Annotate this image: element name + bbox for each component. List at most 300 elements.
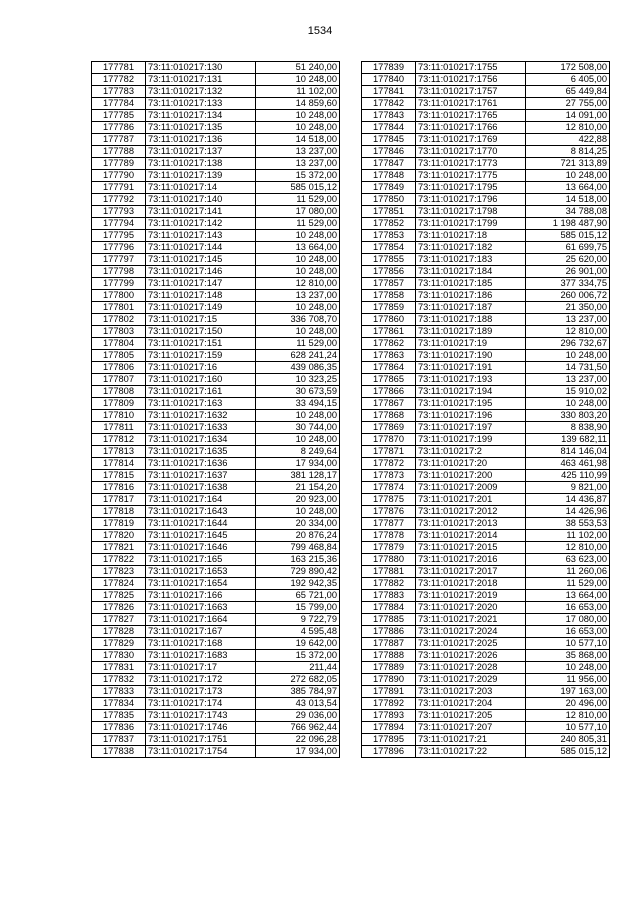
value-cell: 8 814,25 <box>526 146 610 158</box>
row-number-cell: 177821 <box>92 542 146 554</box>
table-row <box>92 662 340 674</box>
cadastral-number-cell: 73:11:010217:20 <box>416 458 526 470</box>
row-number-cell: 177804 <box>92 338 146 350</box>
cadastral-number-cell: 73:11:010217:19 <box>416 338 526 350</box>
value-cell: 26 901,00 <box>526 266 610 278</box>
row-number-cell: 177812 <box>92 434 146 446</box>
row-number-cell: 177856 <box>362 266 416 278</box>
cadastral-number-cell: 73:11:010217:165 <box>146 554 256 566</box>
value-cell: 15 799,00 <box>256 602 340 614</box>
table-row <box>362 518 610 530</box>
table-row <box>92 182 340 194</box>
cadastral-number-cell: 73:11:010217:167 <box>146 626 256 638</box>
row-number-cell: 177841 <box>362 86 416 98</box>
value-cell: 10 248,00 <box>256 110 340 122</box>
table-row <box>362 194 610 206</box>
row-number-cell: 177857 <box>362 278 416 290</box>
value-cell: 10 248,00 <box>256 326 340 338</box>
table-row <box>92 314 340 326</box>
value-cell: 10 248,00 <box>526 662 610 674</box>
value-cell: 260 006,72 <box>526 290 610 302</box>
table-row <box>362 434 610 446</box>
cadastral-number-cell: 73:11:010217:187 <box>416 302 526 314</box>
row-number-cell: 177869 <box>362 422 416 434</box>
cadastral-number-cell: 73:11:010217:1633 <box>146 422 256 434</box>
table-row <box>362 578 610 590</box>
value-cell: 381 128,17 <box>256 470 340 482</box>
table-row <box>362 746 610 758</box>
row-number-cell: 177877 <box>362 518 416 530</box>
row-number-cell: 177849 <box>362 182 416 194</box>
value-cell: 330 803,20 <box>526 410 610 422</box>
value-cell: 34 788,08 <box>526 206 610 218</box>
value-cell: 8 838,90 <box>526 422 610 434</box>
row-number-cell: 177797 <box>92 254 146 266</box>
value-cell: 10 577,10 <box>526 722 610 734</box>
value-cell: 13 237,00 <box>526 314 610 326</box>
value-cell: 33 494,15 <box>256 398 340 410</box>
cadastral-number-cell: 73:11:010217:197 <box>416 422 526 434</box>
value-cell: 16 653,00 <box>526 626 610 638</box>
cadastral-number-cell: 73:11:010217:1751 <box>146 734 256 746</box>
cadastral-number-cell: 73:11:010217:143 <box>146 230 256 242</box>
row-number-cell: 177850 <box>362 194 416 206</box>
row-number-cell: 177814 <box>92 458 146 470</box>
value-cell: 11 102,00 <box>256 86 340 98</box>
table-row <box>362 290 610 302</box>
value-cell: 11 956,00 <box>526 674 610 686</box>
value-cell: 14 091,00 <box>526 110 610 122</box>
value-cell: 197 163,00 <box>526 686 610 698</box>
cadastral-number-cell: 73:11:010217:186 <box>416 290 526 302</box>
value-cell: 163 215,36 <box>256 554 340 566</box>
cadastral-number-cell: 73:11:010217:185 <box>416 278 526 290</box>
row-number-cell: 177874 <box>362 482 416 494</box>
row-number-cell: 177852 <box>362 218 416 230</box>
table-row <box>92 158 340 170</box>
row-number-cell: 177788 <box>92 146 146 158</box>
value-cell: 10 248,00 <box>256 506 340 518</box>
row-number-cell: 177819 <box>92 518 146 530</box>
row-number-cell: 177781 <box>92 62 146 74</box>
table-row <box>362 254 610 266</box>
row-number-cell: 177825 <box>92 590 146 602</box>
table-row <box>92 362 340 374</box>
cadastral-number-cell: 73:11:010217:149 <box>146 302 256 314</box>
row-number-cell: 177830 <box>92 650 146 662</box>
value-cell: 10 248,00 <box>526 398 610 410</box>
row-number-cell: 177838 <box>92 746 146 758</box>
row-number-cell: 177791 <box>92 182 146 194</box>
table-row <box>92 374 340 386</box>
table-row <box>92 614 340 626</box>
value-cell: 13 237,00 <box>256 158 340 170</box>
row-number-cell: 177801 <box>92 302 146 314</box>
cadastral-number-cell: 73:11:010217:139 <box>146 170 256 182</box>
cadastral-number-cell: 73:11:010217:2020 <box>416 602 526 614</box>
cadastral-number-cell: 73:11:010217:1646 <box>146 542 256 554</box>
cadastral-number-cell: 73:11:010217:21 <box>416 734 526 746</box>
value-cell: 377 334,75 <box>526 278 610 290</box>
table-row <box>362 182 610 194</box>
table-row <box>92 470 340 482</box>
page-number: 1534 <box>307 25 333 37</box>
cadastral-number-cell: 73:11:010217:141 <box>146 206 256 218</box>
cadastral-number-cell: 73:11:010217:1746 <box>146 722 256 734</box>
cadastral-number-cell: 73:11:010217:204 <box>416 698 526 710</box>
cadastral-number-cell: 73:11:010217:1644 <box>146 518 256 530</box>
value-cell: 11 529,00 <box>256 194 340 206</box>
value-cell: 11 529,00 <box>256 338 340 350</box>
value-cell: 14 436,87 <box>526 494 610 506</box>
row-number-cell: 177881 <box>362 566 416 578</box>
value-cell: 25 620,00 <box>526 254 610 266</box>
row-number-cell: 177807 <box>92 374 146 386</box>
table-row <box>362 410 610 422</box>
table-row <box>362 482 610 494</box>
row-number-cell: 177808 <box>92 386 146 398</box>
row-number-cell: 177832 <box>92 674 146 686</box>
table-row <box>362 494 610 506</box>
table-row <box>92 638 340 650</box>
value-cell: 17 080,00 <box>526 614 610 626</box>
row-number-cell: 177782 <box>92 74 146 86</box>
row-number-cell: 177831 <box>92 662 146 674</box>
cadastral-number-cell: 73:11:010217:1798 <box>416 206 526 218</box>
cadastral-number-cell: 73:11:010217:193 <box>416 374 526 386</box>
cadastral-number-cell: 73:11:010217:1761 <box>416 98 526 110</box>
value-cell: 17 934,00 <box>256 746 340 758</box>
table-row <box>362 674 610 686</box>
table-row <box>362 278 610 290</box>
row-number-cell: 177864 <box>362 362 416 374</box>
table-row <box>92 746 340 758</box>
row-number-cell: 177787 <box>92 134 146 146</box>
cadastral-number-cell: 73:11:010217:131 <box>146 74 256 86</box>
row-number-cell: 177893 <box>362 710 416 722</box>
value-cell: 10 248,00 <box>256 434 340 446</box>
value-cell: 19 642,00 <box>256 638 340 650</box>
table-row <box>362 590 610 602</box>
row-number-cell: 177792 <box>92 194 146 206</box>
table-row <box>92 674 340 686</box>
value-cell: 172 508,00 <box>526 62 610 74</box>
cadastral-number-cell: 73:11:010217:161 <box>146 386 256 398</box>
table-row <box>362 122 610 134</box>
row-number-cell: 177847 <box>362 158 416 170</box>
cadastral-number-cell: 73:11:010217:2024 <box>416 626 526 638</box>
table-row <box>362 242 610 254</box>
table-row <box>362 650 610 662</box>
value-cell: 20 334,00 <box>256 518 340 530</box>
cadastral-number-cell: 73:11:010217:16 <box>146 362 256 374</box>
value-cell: 12 810,00 <box>526 542 610 554</box>
table-row <box>362 458 610 470</box>
table-row <box>92 530 340 542</box>
table-row <box>92 350 340 362</box>
value-cell: 463 461,98 <box>526 458 610 470</box>
row-number-cell: 177894 <box>362 722 416 734</box>
table-row <box>92 554 340 566</box>
cadastral-number-cell: 73:11:010217:2015 <box>416 542 526 554</box>
value-cell: 585 015,12 <box>256 182 340 194</box>
row-number-cell: 177875 <box>362 494 416 506</box>
table-row <box>92 194 340 206</box>
row-number-cell: 177840 <box>362 74 416 86</box>
cadastral-number-cell: 73:11:010217:1773 <box>416 158 526 170</box>
value-cell: 15 372,00 <box>256 170 340 182</box>
table-row <box>362 662 610 674</box>
table-row <box>92 578 340 590</box>
cadastral-number-cell: 73:11:010217:201 <box>416 494 526 506</box>
row-number-cell: 177863 <box>362 350 416 362</box>
table-row <box>362 374 610 386</box>
cadastral-number-cell: 73:11:010217:203 <box>416 686 526 698</box>
value-cell: 63 623,00 <box>526 554 610 566</box>
row-number-cell: 177895 <box>362 734 416 746</box>
row-number-cell: 177887 <box>362 638 416 650</box>
cadastral-number-cell: 73:11:010217:135 <box>146 122 256 134</box>
value-cell: 9 722,79 <box>256 614 340 626</box>
value-cell: 766 962,44 <box>256 722 340 734</box>
row-number-cell: 177798 <box>92 266 146 278</box>
value-cell: 139 682,11 <box>526 434 610 446</box>
value-cell: 12 810,00 <box>526 122 610 134</box>
value-cell: 6 405,00 <box>526 74 610 86</box>
table-row <box>92 278 340 290</box>
row-number-cell: 177872 <box>362 458 416 470</box>
table-row <box>362 302 610 314</box>
value-cell: 585 015,12 <box>526 230 610 242</box>
cadastral-number-cell: 73:11:010217:2017 <box>416 566 526 578</box>
cadastral-number-cell: 73:11:010217:2028 <box>416 662 526 674</box>
cadastral-number-cell: 73:11:010217:200 <box>416 470 526 482</box>
cadastral-number-cell: 73:11:010217:146 <box>146 266 256 278</box>
table-row <box>362 98 610 110</box>
row-number-cell: 177826 <box>92 602 146 614</box>
row-number-cell: 177799 <box>92 278 146 290</box>
cadastral-number-cell: 73:11:010217:134 <box>146 110 256 122</box>
cadastral-number-cell: 73:11:010217:151 <box>146 338 256 350</box>
row-number-cell: 177811 <box>92 422 146 434</box>
table-row <box>362 506 610 518</box>
cadastral-number-cell: 73:11:010217:168 <box>146 638 256 650</box>
cadastral-number-cell: 73:11:010217:138 <box>146 158 256 170</box>
value-cell: 15 372,00 <box>256 650 340 662</box>
cadastral-number-cell: 73:11:010217:2009 <box>416 482 526 494</box>
cadastral-number-cell: 73:11:010217:1766 <box>416 122 526 134</box>
row-number-cell: 177783 <box>92 86 146 98</box>
cadastral-number-cell: 73:11:010217:1632 <box>146 410 256 422</box>
table-row <box>362 530 610 542</box>
cadastral-number-cell: 73:11:010217:166 <box>146 590 256 602</box>
cadastral-number-cell: 73:11:010217:182 <box>416 242 526 254</box>
cadastral-number-cell: 73:11:010217:184 <box>416 266 526 278</box>
row-number-cell: 177889 <box>362 662 416 674</box>
value-cell: 11 260,06 <box>526 566 610 578</box>
cadastral-number-cell: 73:11:010217:1645 <box>146 530 256 542</box>
value-cell: 721 313,89 <box>526 158 610 170</box>
table-row <box>92 230 340 242</box>
table-row <box>92 302 340 314</box>
cadastral-number-cell: 73:11:010217:2016 <box>416 554 526 566</box>
table-row <box>362 566 610 578</box>
row-number-cell: 177884 <box>362 602 416 614</box>
value-cell: 10 248,00 <box>256 230 340 242</box>
row-number-cell: 177834 <box>92 698 146 710</box>
table-row <box>92 122 340 134</box>
row-number-cell: 177833 <box>92 686 146 698</box>
table-row <box>362 542 610 554</box>
value-cell: 814 146,04 <box>526 446 610 458</box>
value-cell: 10 248,00 <box>256 302 340 314</box>
row-number-cell: 177886 <box>362 626 416 638</box>
value-cell: 296 732,67 <box>526 338 610 350</box>
value-cell: 10 248,00 <box>256 266 340 278</box>
row-number-cell: 177837 <box>92 734 146 746</box>
value-cell: 17 934,00 <box>256 458 340 470</box>
value-cell: 10 248,00 <box>526 170 610 182</box>
cadastral-number-cell: 73:11:010217:150 <box>146 326 256 338</box>
value-cell: 35 868,00 <box>526 650 610 662</box>
table-row <box>362 170 610 182</box>
table-row <box>362 626 610 638</box>
cadastral-number-cell: 73:11:010217:1638 <box>146 482 256 494</box>
table-row <box>92 446 340 458</box>
table-row <box>92 290 340 302</box>
value-cell: 14 518,00 <box>526 194 610 206</box>
row-number-cell: 177883 <box>362 590 416 602</box>
cadastral-number-cell: 73:11:010217:1765 <box>416 110 526 122</box>
row-number-cell: 177865 <box>362 374 416 386</box>
cadastral-number-cell: 73:11:010217:2029 <box>416 674 526 686</box>
value-cell: 272 682,05 <box>256 674 340 686</box>
cadastral-number-cell: 73:11:010217:1683 <box>146 650 256 662</box>
row-number-cell: 177815 <box>92 470 146 482</box>
row-number-cell: 177896 <box>362 746 416 758</box>
value-cell: 13 237,00 <box>256 146 340 158</box>
row-number-cell: 177829 <box>92 638 146 650</box>
value-cell: 61 699,75 <box>526 242 610 254</box>
cadastral-number-cell: 73:11:010217:189 <box>416 326 526 338</box>
cadastral-number-cell: 73:11:010217:173 <box>146 686 256 698</box>
cadastral-number-cell: 73:11:010217:195 <box>416 398 526 410</box>
cadastral-number-cell: 73:11:010217:191 <box>416 362 526 374</box>
value-cell: 30 744,00 <box>256 422 340 434</box>
row-number-cell: 177839 <box>362 62 416 74</box>
value-cell: 13 237,00 <box>526 374 610 386</box>
table-row <box>92 566 340 578</box>
table-row <box>92 590 340 602</box>
cadastral-number-cell: 73:11:010217:1635 <box>146 446 256 458</box>
cadastral-number-cell: 73:11:010217:17 <box>146 662 256 674</box>
value-cell: 8 249,64 <box>256 446 340 458</box>
value-cell: 10 248,00 <box>256 74 340 86</box>
row-number-cell: 177803 <box>92 326 146 338</box>
table-row <box>362 110 610 122</box>
table-row <box>92 434 340 446</box>
cadastral-number-cell: 73:11:010217:160 <box>146 374 256 386</box>
value-cell: 20 876,24 <box>256 530 340 542</box>
value-cell: 4 595,48 <box>256 626 340 638</box>
cadastral-number-cell: 73:11:010217:1636 <box>146 458 256 470</box>
row-number-cell: 177789 <box>92 158 146 170</box>
row-number-cell: 177836 <box>92 722 146 734</box>
table-row <box>92 650 340 662</box>
table-row <box>362 146 610 158</box>
row-number-cell: 177860 <box>362 314 416 326</box>
cadastral-number-cell: 73:11:010217:130 <box>146 62 256 74</box>
cadastral-number-cell: 73:11:010217:18 <box>416 230 526 242</box>
table-row <box>362 218 610 230</box>
row-number-cell: 177794 <box>92 218 146 230</box>
row-number-cell: 177795 <box>92 230 146 242</box>
value-cell: 22 096,28 <box>256 734 340 746</box>
row-number-cell: 177842 <box>362 98 416 110</box>
value-cell: 12 810,00 <box>256 278 340 290</box>
table-row <box>92 98 340 110</box>
cadastral-number-cell: 73:11:010217:2021 <box>416 614 526 626</box>
row-number-cell: 177851 <box>362 206 416 218</box>
row-number-cell: 177870 <box>362 434 416 446</box>
table-row <box>92 494 340 506</box>
value-cell: 211,44 <box>256 662 340 674</box>
value-cell: 10 248,00 <box>256 254 340 266</box>
value-cell: 11 102,00 <box>526 530 610 542</box>
row-number-cell: 177888 <box>362 650 416 662</box>
table-row <box>92 266 340 278</box>
cadastral-number-cell: 73:11:010217:137 <box>146 146 256 158</box>
value-cell: 11 529,00 <box>256 218 340 230</box>
value-cell: 11 529,00 <box>526 578 610 590</box>
table-row <box>362 734 610 746</box>
value-cell: 729 890,42 <box>256 566 340 578</box>
table-row <box>362 470 610 482</box>
value-cell: 20 496,00 <box>526 698 610 710</box>
row-number-cell: 177882 <box>362 578 416 590</box>
right-data-table <box>361 61 610 758</box>
value-cell: 192 942,35 <box>256 578 340 590</box>
value-cell: 20 923,00 <box>256 494 340 506</box>
table-row <box>92 626 340 638</box>
cadastral-number-cell: 73:11:010217:205 <box>416 710 526 722</box>
row-number-cell: 177806 <box>92 362 146 374</box>
cadastral-number-cell: 73:11:010217:132 <box>146 86 256 98</box>
value-cell: 29 036,00 <box>256 710 340 722</box>
cadastral-number-cell: 73:11:010217:1796 <box>416 194 526 206</box>
value-cell: 12 810,00 <box>526 710 610 722</box>
table-row <box>92 110 340 122</box>
cadastral-number-cell: 73:11:010217:159 <box>146 350 256 362</box>
table-row <box>92 518 340 530</box>
row-number-cell: 177822 <box>92 554 146 566</box>
cadastral-number-cell: 73:11:010217:144 <box>146 242 256 254</box>
row-number-cell: 177786 <box>92 122 146 134</box>
value-cell: 30 673,59 <box>256 386 340 398</box>
table-row <box>92 74 340 86</box>
row-number-cell: 177848 <box>362 170 416 182</box>
table-row <box>92 242 340 254</box>
table-row <box>92 134 340 146</box>
row-number-cell: 177844 <box>362 122 416 134</box>
cadastral-number-cell: 73:11:010217:133 <box>146 98 256 110</box>
cadastral-number-cell: 73:11:010217:188 <box>416 314 526 326</box>
value-cell: 240 805,31 <box>526 734 610 746</box>
value-cell: 15 910,02 <box>526 386 610 398</box>
table-row <box>92 218 340 230</box>
row-number-cell: 177793 <box>92 206 146 218</box>
cadastral-number-cell: 73:11:010217:136 <box>146 134 256 146</box>
